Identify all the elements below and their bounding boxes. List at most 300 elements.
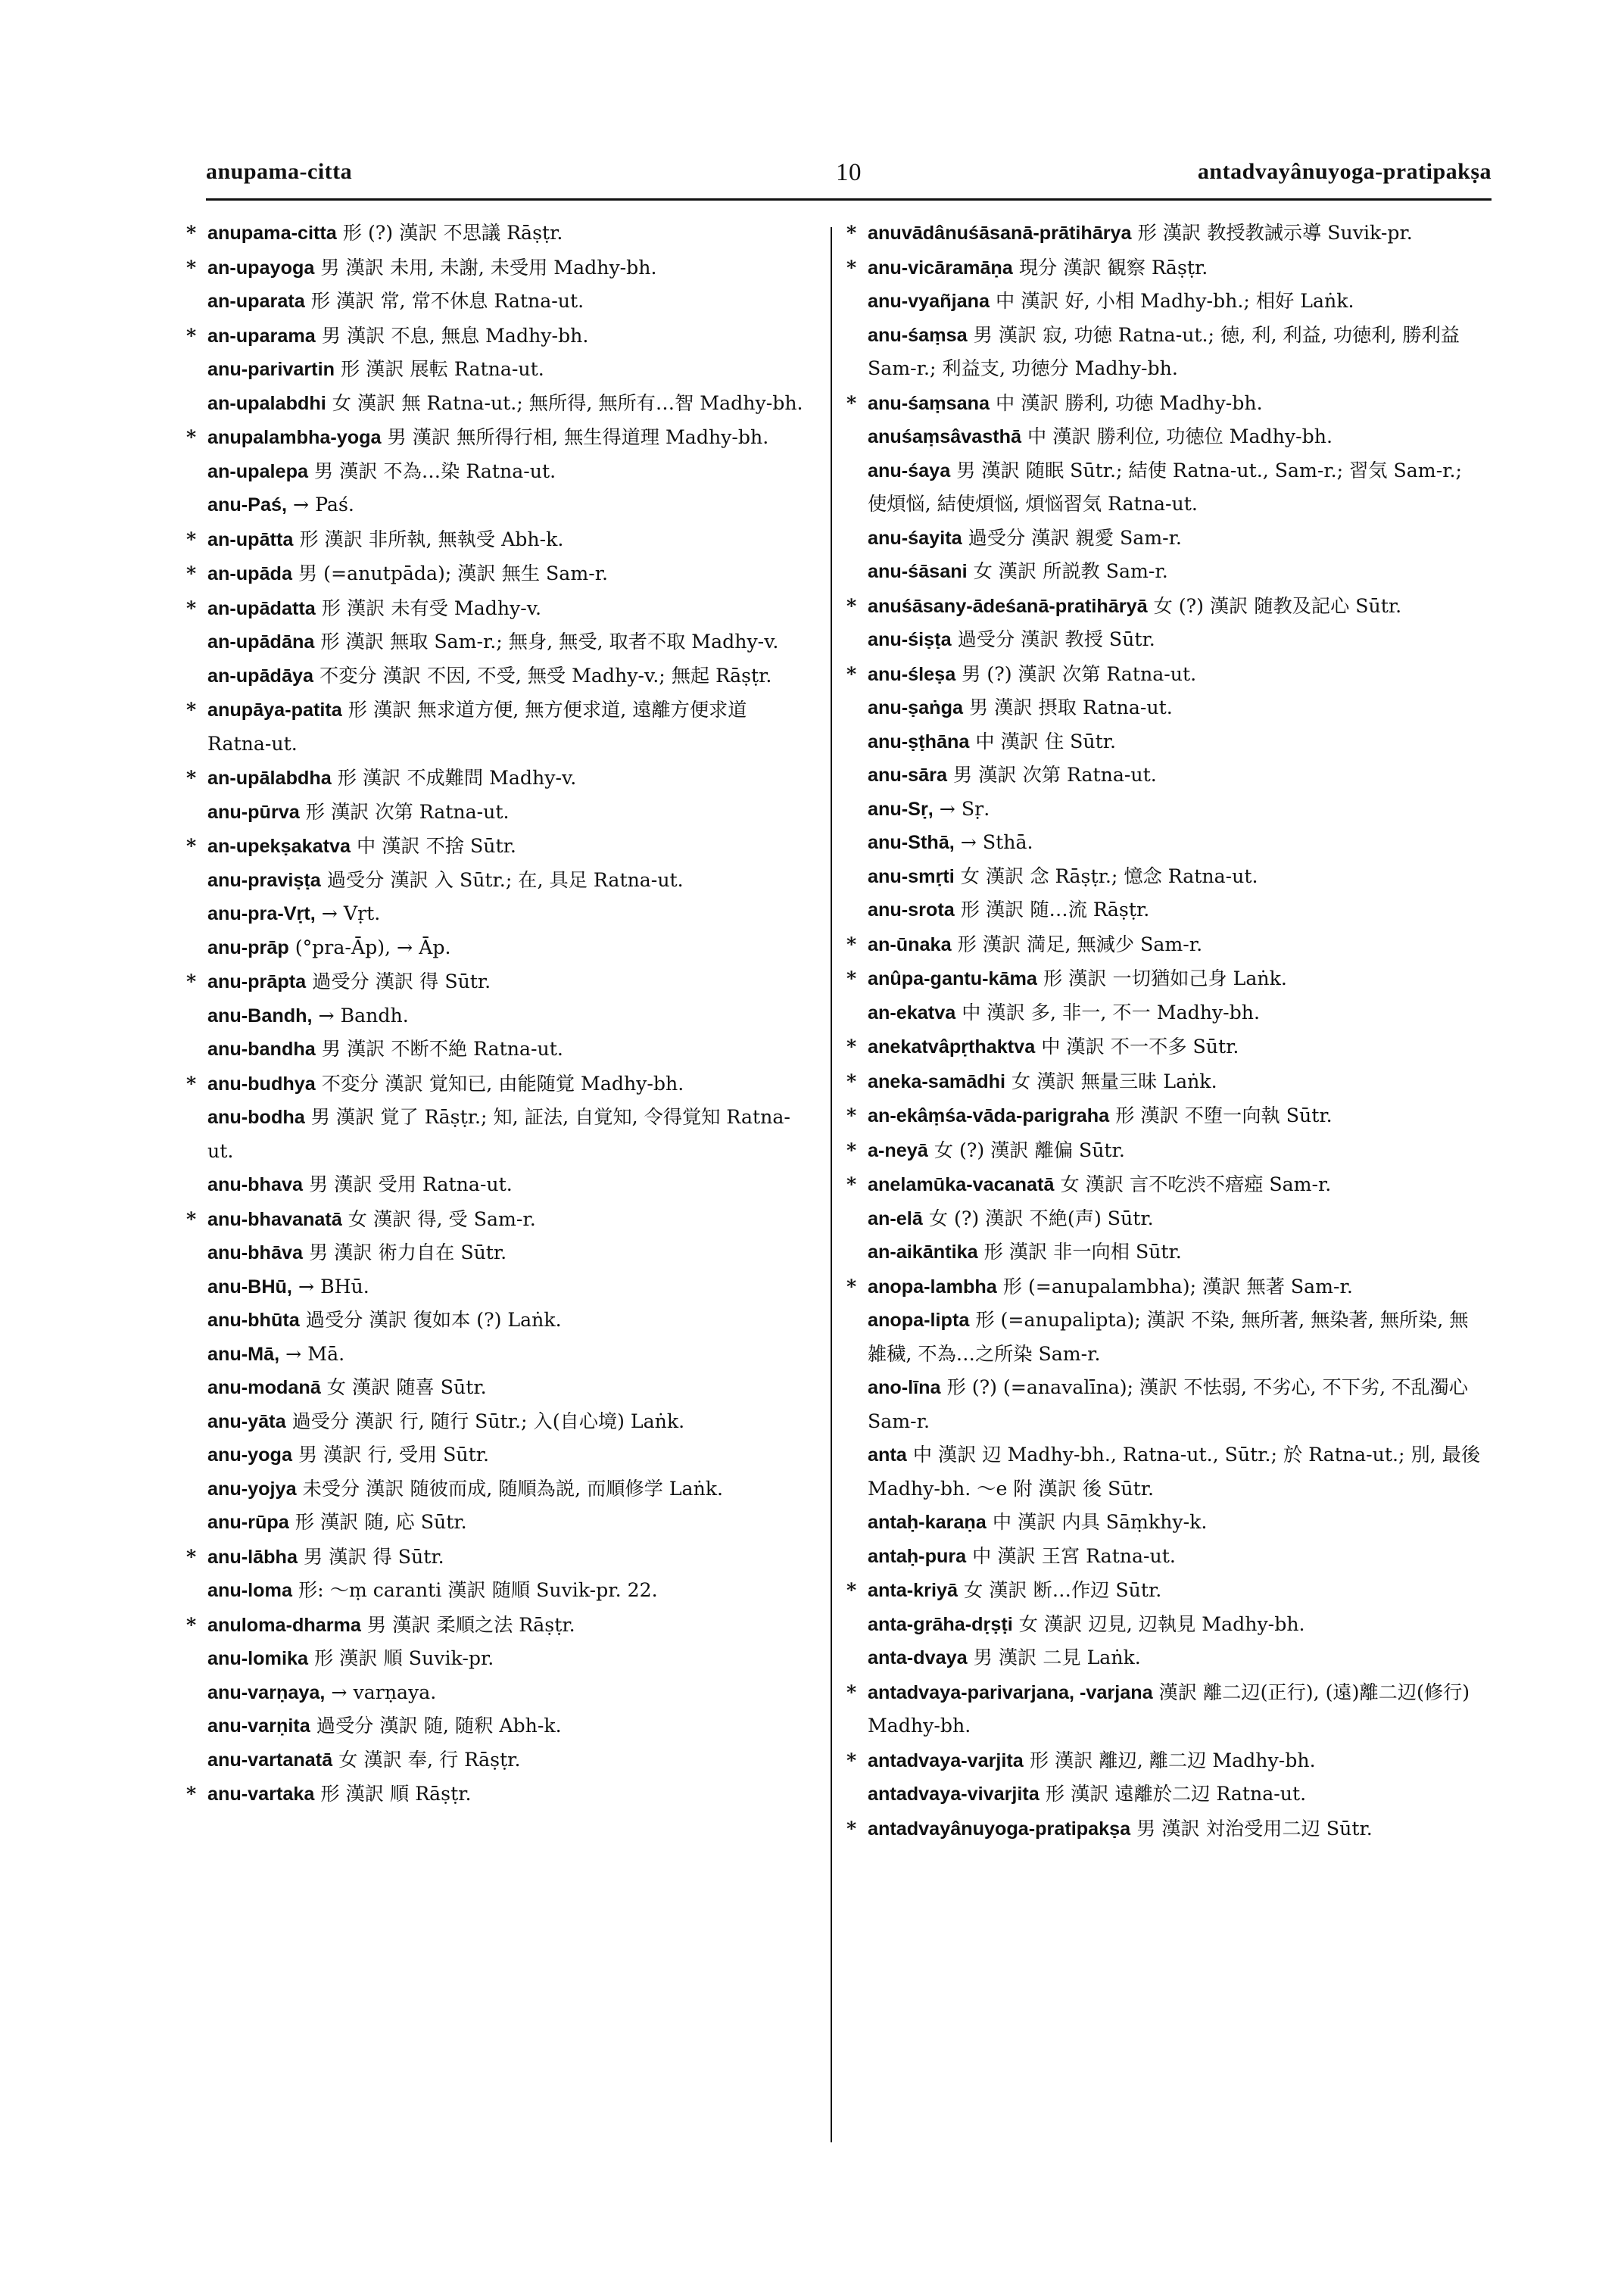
headword: anu-varṇita [207, 1715, 310, 1737]
dictionary-entry [846, 1812, 1486, 1846]
headword: anta [868, 1444, 907, 1466]
dictionary-entry [846, 1743, 1486, 1778]
headword: an-upādatta [207, 597, 316, 619]
entry-body: 形 漢訳 満足, 無減少 Sam-r. [957, 933, 1203, 955]
dictionary-entry [846, 420, 1486, 454]
dictionary-entry [846, 1304, 1486, 1371]
dictionary-entry [846, 1506, 1486, 1540]
headword: anu-rūpa [207, 1512, 289, 1533]
entry-body: 中 漢訳 好, 小相 Madhy-bh.; 相好 Laṅk. [996, 290, 1354, 312]
dictionary-entry [846, 1608, 1486, 1642]
entry-body: 不変分 漢訳 不因, 不受, 無受 Madhy-v.; 無起 Rāṣṭr. [320, 664, 772, 687]
dictionary-entry [186, 556, 816, 591]
dictionary-entry [186, 1033, 816, 1067]
headword: anu-yojya [207, 1478, 297, 1500]
dictionary-entry [846, 691, 1486, 725]
entry-body: 過受分 漢訳 復如本 (?) Laṅk. [305, 1309, 562, 1331]
dictionary-entry [186, 1777, 816, 1812]
dictionary-entry [846, 1098, 1486, 1133]
entry-body: (°pra-Āp), → Āp. [295, 936, 451, 958]
headword: anu-pra-Vṛt, [207, 903, 316, 924]
dictionary-entry [846, 1167, 1486, 1202]
entry-body: 男 (=anutpāda); 漢訳 無生 Sam-r. [298, 562, 608, 584]
entry-body: 男 漢訳 不断不絶 Ratna-ut. [321, 1038, 563, 1060]
headword: an-uparata [207, 291, 305, 312]
entry-body: 形 漢訳 常, 常不休息 Ratna-ut. [310, 290, 584, 312]
dictionary-entry [846, 1270, 1486, 1304]
entry-body: 男 漢訳 不息, 無息 Madhy-bh. [321, 324, 589, 347]
asterisk-marker: * [186, 596, 197, 619]
headword: anu-vyañjana [868, 291, 990, 312]
asterisk-marker: * [186, 221, 197, 244]
headword: anu-prāpta [207, 971, 307, 992]
dictionary-entry [186, 1371, 816, 1405]
entry-body: 形 漢訳 離辺, 離二辺 Madhy-bh. [1029, 1749, 1316, 1771]
headword: anta-dvaya [868, 1647, 968, 1668]
dictionary-entry [186, 864, 816, 898]
headword: anu-BHū, [207, 1276, 292, 1298]
asterisk-marker: * [846, 594, 857, 617]
headword: an-upekṣakatva [207, 836, 351, 857]
dictionary-entry [846, 927, 1486, 962]
headword: anu-vicāramāṇa [868, 257, 1013, 279]
headword: an-aikāntika [868, 1242, 978, 1263]
column-divider [831, 227, 832, 2142]
entry-body: 形 漢訳 順 Rāṣṭr. [320, 1783, 472, 1805]
headword: anu-modanā [207, 1377, 321, 1398]
dictionary-entry [846, 996, 1486, 1030]
headword: anu-bhūta [207, 1310, 300, 1331]
dictionary-entry [846, 454, 1486, 522]
dictionary-entry [846, 1641, 1486, 1675]
dictionary-entry [846, 1235, 1486, 1270]
entry-body: → Mā. [285, 1342, 345, 1365]
dictionary-entry [846, 1438, 1486, 1506]
dictionary-entry [846, 319, 1486, 386]
entry-body: 形 漢訳 未有受 Madhy-v. [321, 597, 542, 619]
dictionary-entry [186, 1338, 816, 1372]
headword: antaḥ-pura [868, 1545, 967, 1567]
entry-body: → Paś. [293, 494, 354, 516]
header-rule [206, 198, 1492, 201]
asterisk-marker: * [186, 1207, 197, 1230]
dictionary-entry [846, 657, 1486, 692]
dictionary-entry [186, 1202, 816, 1237]
entry-body: 女 漢訳 念 Rāṣṭr.; 憶念 Ratna-ut. [960, 865, 1258, 887]
dictionary-entry [846, 1540, 1486, 1574]
entry-body: 女 漢訳 言不吃渋不瘖瘂 Sam-r. [1060, 1173, 1332, 1195]
headword: anu-lābha [207, 1546, 298, 1568]
headword: ano-līna [868, 1377, 941, 1398]
headword: antaḥ-karaṇa [868, 1512, 987, 1533]
asterisk-marker: * [846, 1069, 857, 1092]
dictionary-entry [186, 591, 816, 626]
asterisk-marker: * [186, 1782, 197, 1805]
headword: an-ekâṃśa-vāda-parigraha [868, 1105, 1110, 1126]
headword: anu-budhya [207, 1073, 316, 1095]
headword: an-uparama [207, 325, 316, 347]
dictionary-entry [846, 725, 1486, 759]
headword: anu-Sthā, [868, 832, 955, 853]
entry-body: 男 漢訳 覚了 Rāṣṭr.; 知, 証法, 自覚知, 令得覚知 Ratna-ut. [207, 1106, 790, 1162]
dictionary-entry [846, 793, 1486, 827]
dictionary-entry [846, 589, 1486, 624]
dictionary-entry [186, 387, 816, 421]
dictionary-entry [846, 1064, 1486, 1099]
dictionary-entry [846, 522, 1486, 556]
headword: anuloma-dharma [207, 1614, 361, 1636]
entry-body: → Sthā. [960, 831, 1033, 853]
dictionary-entry [186, 659, 816, 693]
dictionary-entry [186, 964, 816, 999]
entry-body: 過受分 漢訳 得 Sūtr. [312, 970, 491, 992]
dictionary-entry [186, 693, 816, 761]
entry-body: 形: ～ṃ caranti 漢訳 随順 Suvik-pr. 22. [298, 1579, 658, 1601]
headword: aneka-samādhi [868, 1070, 1005, 1092]
headword: anu-Paś, [207, 494, 287, 516]
entry-body: → Bandh. [318, 1004, 409, 1027]
headword: anekatvâpṛthaktva [868, 1036, 1036, 1058]
dictionary-entry [186, 829, 816, 864]
headword: anu-loma [207, 1580, 292, 1601]
asterisk-marker: * [186, 970, 197, 992]
dictionary-entry [186, 353, 816, 387]
entry-body: 男 漢訳 二見 Laṅk. [973, 1647, 1141, 1668]
headword: anu-śaya [868, 460, 951, 481]
entry-body: 男 漢訳 柔順之法 Rāṣṭr. [366, 1613, 575, 1636]
entry-body: 男 (?) 漢訳 次第 Ratna-ut. [962, 662, 1197, 685]
asterisk-marker: * [846, 1816, 857, 1840]
headword: anu-Bandh, [207, 1005, 313, 1027]
headword: anu-pūrva [207, 801, 300, 823]
entry-body: 女 漢訳 無量三昧 Laṅk. [1011, 1070, 1217, 1092]
entry-body: 中 漢訳 住 Sūtr. [975, 730, 1117, 752]
headword: antadvaya-vivarjita [868, 1784, 1040, 1805]
entry-body: 男 漢訳 術力自在 Sūtr. [308, 1242, 507, 1263]
entry-body: 中 漢訳 勝利位, 功徳位 Madhy-bh. [1027, 425, 1333, 447]
headword: anupalambha-yoga [207, 427, 382, 448]
headword: anu-śaṃsa [868, 324, 968, 346]
dictionary-entry [186, 1540, 816, 1575]
entry-body: 過受分 漢訳 入 Sūtr.; 在, 具足 Ratna-ut. [326, 868, 684, 891]
asterisk-marker: * [186, 562, 197, 584]
dictionary-entry [186, 1304, 816, 1338]
entry-body: 形 漢訳 無求道方便, 無方便求道, 遠離方便求道 Ratna-ut. [207, 699, 747, 755]
dictionary-entry [186, 1472, 816, 1506]
headword: an-upādāna [207, 631, 315, 653]
headword: anu-praviṣṭa [207, 869, 321, 891]
headword: anu-vartaka [207, 1784, 315, 1805]
entry-body: 現分 漢訳 観察 Rāṣṭr. [1018, 256, 1208, 279]
entry-body: 中 漢訳 辺 Madhy-bh., Ratna-ut., Sūtr.; 於 Ratna-ut.; 別, 最後 Madhy-bh. ～e 附 漢訳 後 Sūtr. [868, 1444, 1481, 1500]
dictionary-entry [186, 897, 816, 931]
headword: anuśāsany-ādeśanā-pratihāryā [868, 595, 1148, 617]
dictionary-entry [846, 860, 1486, 894]
entry-body: 形 (?) (=anavalīna); 漢訳 不怯弱, 不劣心, 不下劣, 不乱濁心 Sam-r. [868, 1376, 1468, 1432]
headword: an-upalepa [207, 460, 308, 482]
entry-body: 中 漢訳 不捨 Sūtr. [357, 835, 516, 857]
entry-body: 男 漢訳 対治受用二辺 Sūtr. [1136, 1817, 1373, 1840]
headword: antadvayânuyoga-pratipakṣa [868, 1818, 1131, 1840]
entry-body: → Sṛ. [939, 797, 990, 820]
headword: anu-bodha [207, 1107, 305, 1128]
entry-body: 男 漢訳 不為…染 Ratna-ut. [313, 460, 556, 482]
entry-body: → varṇaya. [331, 1681, 437, 1703]
asterisk-marker: * [186, 425, 197, 448]
asterisk-marker: * [846, 932, 857, 955]
asterisk-marker: * [186, 1071, 197, 1095]
asterisk-marker: * [846, 221, 857, 244]
dictionary-entry [186, 1236, 816, 1270]
entry-body: 男 漢訳 無所得行相, 無生得道理 Madhy-bh. [387, 426, 769, 448]
headword: anu-prāp [207, 936, 289, 958]
entry-body: 男 漢訳 未用, 未謝, 未受用 Madhy-bh. [320, 256, 657, 279]
headword: anu-varṇaya, [207, 1681, 326, 1703]
headword: anu-sāra [868, 765, 947, 786]
entry-body: 形 (=anupalambha); 漢訳 無著 Sam-r. [1002, 1275, 1353, 1298]
entry-body: 女 (?) 漢訳 離偏 Sūtr. [934, 1139, 1125, 1161]
headword: anu-śaṃsana [868, 392, 990, 414]
headword: anu-Sṛ, [868, 798, 934, 820]
dictionary-entry [186, 1168, 816, 1202]
dictionary-entry [186, 420, 816, 455]
entry-body: 女 漢訳 随喜 Sūtr. [326, 1376, 487, 1398]
dictionary-entry [846, 893, 1486, 927]
running-header [206, 159, 1492, 197]
entry-body: 過受分 漢訳 随, 随釈 Abh-k. [316, 1715, 562, 1737]
headword: anu-smṛti [868, 865, 955, 887]
headword: anu-bhavanatā [207, 1208, 342, 1230]
headword: anu-Mā, [207, 1343, 280, 1365]
dictionary-entry [186, 1101, 816, 1168]
dictionary-entry [846, 623, 1486, 657]
left-column [186, 216, 816, 1812]
entry-body: 形 漢訳 不堕一向執 Sūtr. [1115, 1104, 1333, 1126]
entry-body: 中 漢訳 勝利, 功徳 Madhy-bh. [996, 391, 1263, 414]
headword: anu-śleṣa [868, 663, 956, 685]
dictionary-entry [186, 1506, 816, 1540]
dictionary-entry [186, 931, 816, 965]
entry-body: 形 漢訳 随, 応 Sūtr. [295, 1511, 467, 1533]
asterisk-marker: * [186, 834, 197, 857]
asterisk-marker: * [846, 1680, 857, 1703]
entry-body: 形 漢訳 随…流 Rāṣṭr. [960, 899, 1150, 921]
entry-body: 形 漢訳 教授教誡示導 Suvik-pr. [1137, 222, 1413, 244]
headword: anu-ṣaṅga [868, 697, 963, 718]
entry-body: 中 漢訳 内具 Sāṃkhy-k. [992, 1511, 1208, 1533]
dictionary-entry [846, 961, 1486, 996]
dictionary-entry [186, 455, 816, 489]
dictionary-entry [186, 1270, 816, 1304]
entry-body: 女 漢訳 無 Ratna-ut.; 無所得, 無所有…智 Madhy-bh. [332, 391, 803, 414]
entry-body: 中 漢訳 王宮 Ratna-ut. [972, 1544, 1176, 1567]
dictionary-entry [846, 759, 1486, 793]
dictionary-entry [846, 216, 1486, 251]
dictionary-entry [186, 251, 816, 285]
entry-body: 中 漢訳 不一不多 Sūtr. [1041, 1036, 1239, 1058]
dictionary-entry [186, 1067, 816, 1101]
entry-body: 形 漢訳 非所執, 無執受 Abh-k. [299, 528, 564, 550]
right-column [846, 216, 1486, 1846]
headword: anu-śayita [868, 527, 962, 549]
entry-body: 形 漢訳 非一向相 Sūtr. [983, 1241, 1182, 1263]
header-last-headword: antadvayânuyoga-pratipakṣa [1197, 159, 1492, 184]
asterisk-marker: * [846, 1035, 857, 1058]
headword: anopa-lambha [868, 1276, 997, 1298]
headword: an-upalabdhi [207, 392, 326, 414]
dictionary-entry [846, 1133, 1486, 1168]
entry-body: 男 漢訳 次第 Ratna-ut. [953, 764, 1157, 786]
headword: anûpa-gantu-kāma [868, 968, 1037, 989]
asterisk-marker: * [186, 698, 197, 721]
headword: anuvādânuśāsanā-prātihārya [868, 223, 1132, 244]
entry-body: 女 (?) 漢訳 不絶(声) Sūtr. [928, 1207, 1154, 1229]
entry-body: 形 (=anupalipta); 漢訳 不染, 無所著, 無染著, 無所染, 無雑穢, 不為…之所染 Sam-r. [868, 1309, 1469, 1365]
dictionary-entry [186, 488, 816, 522]
headword: a-neyā [868, 1139, 928, 1161]
headword: antadvaya-parivarjana, -varjana [868, 1681, 1153, 1703]
headword: anu-śiṣṭa [868, 629, 952, 650]
headword: an-upāda [207, 563, 292, 584]
dictionary-entry [186, 1608, 816, 1643]
dictionary-entry [186, 999, 816, 1033]
headword: antadvaya-varjita [868, 1749, 1024, 1771]
dictionary-entry [846, 1202, 1486, 1236]
dictionary-entry [186, 1709, 816, 1743]
asterisk-marker: * [846, 255, 857, 279]
entry-body: 男 漢訳 得 Sūtr. [303, 1545, 444, 1568]
dictionary-entry [186, 522, 816, 557]
dictionary-entry [846, 285, 1486, 319]
headword: anu-lomika [207, 1648, 308, 1669]
entry-body: 形 漢訳 展転 Ratna-ut. [340, 358, 544, 380]
dictionary-entry [186, 1438, 816, 1472]
entry-body: 女 漢訳 奉, 行 Rāṣṭr. [338, 1748, 521, 1771]
entry-body: 男 漢訳 摂取 Ratna-ut. [968, 696, 1173, 718]
asterisk-marker: * [186, 255, 197, 279]
dictionary-entry [186, 1405, 816, 1439]
dictionary-entry [186, 1743, 816, 1777]
entry-body: → Vṛt. [321, 902, 381, 924]
dictionary-entry [186, 285, 816, 319]
asterisk-marker: * [846, 662, 857, 685]
headword: anopa-lipta [868, 1310, 970, 1331]
entry-body: 女 漢訳 得, 受 Sam-r. [348, 1207, 536, 1230]
entry-body: 形 (?) 漢訳 不思議 Rāṣṭr. [342, 222, 563, 244]
dictionary-entry [186, 1574, 816, 1608]
headword: anu-parivartin [207, 359, 335, 380]
dictionary-entry [186, 796, 816, 830]
entry-body: 女 漢訳 辺見, 辺執見 Madhy-bh. [1018, 1612, 1305, 1635]
entry-body: 男 漢訳 行, 受用 Sūtr. [298, 1444, 490, 1466]
dictionary-entry [186, 625, 816, 659]
headword: an-elā [868, 1207, 923, 1229]
headword: an-ūnaka [868, 933, 952, 955]
headword: anelamūka-vacanatā [868, 1174, 1055, 1195]
headword: anupama-citta [207, 223, 337, 244]
asterisk-marker: * [186, 527, 197, 550]
asterisk-marker: * [846, 1138, 857, 1161]
headword: anuśaṃsâvasthā [868, 426, 1022, 447]
dictionary-entry [846, 1371, 1486, 1438]
headword: an-upātta [207, 528, 294, 550]
asterisk-marker: * [846, 1104, 857, 1126]
headword: anu-bhāva [207, 1242, 303, 1263]
asterisk-marker: * [846, 391, 857, 414]
entry-body: 形 漢訳 順 Suvik-pr. [313, 1647, 494, 1669]
headword: an-upayoga [207, 257, 315, 279]
asterisk-marker: * [846, 1578, 857, 1601]
headword: an-ekatva [868, 1002, 956, 1023]
headword: anta-grāha-dṛṣṭi [868, 1613, 1013, 1635]
asterisk-marker: * [186, 766, 197, 789]
entry-body: 未受分 漢訳 随彼而成, 随順為説, 而順修学 Laṅk. [302, 1477, 724, 1500]
entry-body: 男 漢訳 受用 Ratna-ut. [308, 1173, 513, 1195]
headword: anu-ṣṭhāna [868, 731, 970, 752]
dictionary-entry [846, 1675, 1486, 1743]
entry-body: 女 漢訳 断…作辺 Sūtr. [964, 1579, 1162, 1601]
asterisk-marker: * [846, 1274, 857, 1298]
asterisk-marker: * [186, 1612, 197, 1636]
dictionary-entry [846, 386, 1486, 421]
entry-body: 漢訳 離二辺(正行), (遠)離二辺(修行) Madhy-bh. [868, 1681, 1470, 1737]
entry-body: 形 漢訳 一切猶如己身 Laṅk. [1043, 967, 1287, 989]
dictionary-entry [846, 826, 1486, 860]
entry-body: 形 漢訳 遠離於二辺 Ratna-ut. [1045, 1783, 1307, 1805]
dictionary-entry [186, 319, 816, 354]
dictionary-entry [186, 1642, 816, 1676]
headword: anu-yāta [207, 1410, 286, 1432]
entry-body: 過受分 漢訳 親愛 Sam-r. [968, 526, 1182, 549]
dictionary-entry [846, 1030, 1486, 1064]
headword: an-upādāya [207, 665, 313, 687]
entry-body: 過受分 漢訳 教授 Sūtr. [957, 628, 1155, 650]
headword: anta-kriyā [868, 1580, 959, 1601]
dictionary-entry [186, 761, 816, 796]
entry-body: 形 漢訳 無取 Sam-r.; 無身, 無受, 取者不取 Madhy-v. [320, 631, 779, 653]
dictionary-entry [186, 216, 816, 251]
entry-body: 過受分 漢訳 行, 随行 Sūtr.; 入(自心境) Laṅk. [291, 1410, 685, 1432]
asterisk-marker: * [846, 967, 857, 989]
header-first-headword: anupama-citta [206, 159, 353, 184]
page-number: 10 [836, 159, 862, 186]
entry-body: 男 漢訳 寂, 功徳 Ratna-ut.; 徳, 利, 利益, 功徳利, 勝利益 Sam-r.; 利益支, 功徳分 Madhy-bh. [868, 323, 1460, 379]
headword: anu-yoga [207, 1444, 292, 1466]
headword: anu-bhava [207, 1174, 303, 1195]
dictionary-entry [186, 1676, 816, 1710]
dictionary-entry [846, 555, 1486, 589]
dictionary-entry [846, 1573, 1486, 1608]
headword: an-upālabdha [207, 768, 332, 789]
headword: anu-vartanatā [207, 1749, 333, 1771]
headword: anu-śāsani [868, 561, 968, 582]
dictionary-entry [846, 251, 1486, 285]
entry-body: 不変分 漢訳 覚知已, 由能随覚 Madhy-bh. [321, 1072, 684, 1095]
headword: anupāya-patita [207, 699, 342, 721]
entry-body: 女 (?) 漢訳 随教及記心 Sūtr. [1153, 594, 1402, 617]
asterisk-marker: * [186, 1544, 197, 1568]
entry-body: 中 漢訳 多, 非一, 不一 Madhy-bh. [962, 1001, 1261, 1023]
dictionary-entry [846, 1777, 1486, 1812]
asterisk-marker: * [846, 1173, 857, 1195]
asterisk-marker: * [186, 323, 197, 347]
headword: anu-srota [868, 899, 955, 921]
entry-body: 女 漢訳 所説教 Sam-r. [973, 560, 1168, 582]
entry-body: 男 漢訳 随眠 Sūtr.; 結使 Ratna-ut., Sam-r.; 習気 Sam-r.; 使煩悩, 結使煩悩, 煩悩習気 Ratna-ut. [868, 459, 1462, 515]
entry-body: → BHū. [298, 1275, 369, 1298]
entry-body: 形 漢訳 不成難問 Madhy-v. [337, 767, 577, 789]
headword: anu-bandha [207, 1039, 316, 1060]
